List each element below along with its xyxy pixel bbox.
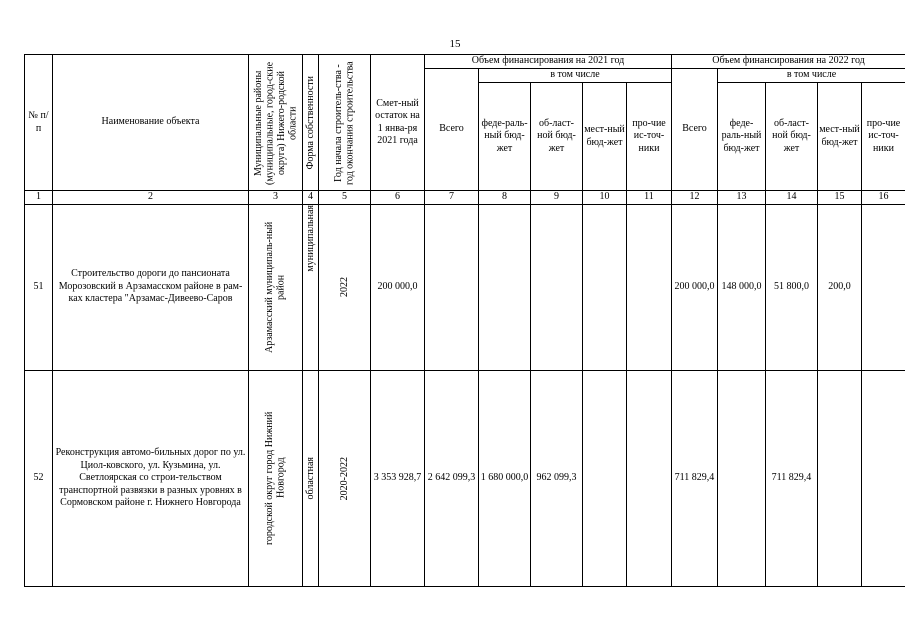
column-number: 9	[531, 191, 583, 205]
row-federal-2022: 148 000,0	[718, 204, 766, 370]
row-regional-2021: 962 099,3	[531, 370, 583, 587]
column-number: 2	[53, 191, 249, 205]
column-number: 13	[718, 191, 766, 205]
row-other-2021	[627, 204, 672, 370]
column-number: 4	[303, 191, 319, 205]
column-number: 5	[319, 191, 371, 205]
row-local-2022: 200,0	[818, 204, 862, 370]
header-years: Год начала строитель-ства - год окончания строительства	[319, 55, 371, 191]
header-fin-2022: Объем финансирования на 2022 год	[672, 55, 905, 69]
row-federal-2022	[718, 370, 766, 587]
column-number: 6	[371, 191, 425, 205]
row-regional-2021	[531, 204, 583, 370]
row-years: 2022	[319, 204, 371, 370]
page-number: 15	[449, 38, 461, 50]
column-number: 7	[425, 191, 479, 205]
row-local-2021	[583, 204, 627, 370]
header-other-2021: про-чие ис-точ-ники	[627, 83, 672, 191]
column-number: 3	[249, 191, 303, 205]
row-local-2022	[818, 370, 862, 587]
row-other-2022	[862, 370, 905, 587]
row-regional-2022: 51 800,0	[766, 204, 818, 370]
header-ownership: Форма собственности	[303, 55, 319, 191]
column-number: 10	[583, 191, 627, 205]
header-regional-2022: об-ласт-ной бюд-жет	[766, 83, 818, 191]
table-row	[25, 204, 905, 370]
row-ownership: областная	[303, 370, 319, 587]
row-district: городской округ город Нижний Новгород	[249, 370, 303, 587]
header-other-2022: про-чие ис-точ-ники	[862, 83, 905, 191]
column-number: 14	[766, 191, 818, 205]
row-total-2022: 200 000,0	[672, 204, 718, 370]
row-balance: 3 353 928,7	[371, 370, 425, 587]
header-total-2021: Всего	[425, 69, 479, 191]
header-federal-2021: феде-раль-ный бюд-жет	[479, 83, 531, 191]
header-name: Наименование объекта	[53, 55, 249, 191]
row-federal-2021: 1 680 000,0	[479, 370, 531, 587]
financing-table	[24, 54, 905, 587]
row-num: 51	[25, 204, 53, 370]
row-district: Арзамасский муниципаль-ный район	[249, 204, 303, 370]
row-total-2022: 711 829,4	[672, 370, 718, 587]
table-row	[25, 370, 905, 587]
row-name: Реконструкция автомо-бильных дорог по ул. Циол-ковского, ул. Кузьмина, ул. Светлоярская со строи-тельством транспортной развязки в разных уровнях в Сормовском районе г. Нижнего Новгорода	[53, 370, 249, 587]
header-fin-2021: Объем финансирования на 2021 год	[425, 55, 672, 69]
column-number: 8	[479, 191, 531, 205]
row-other-2022	[862, 204, 905, 370]
header-local-2022: мест-ный бюд-жет	[818, 83, 862, 191]
header-regional-2021: об-ласт-ной бюд-жет	[531, 83, 583, 191]
row-years: 2020-2022	[319, 370, 371, 587]
column-number: 15	[818, 191, 862, 205]
row-total-2021: 2 642 099,3	[425, 370, 479, 587]
header-including-2022: в том числе	[718, 69, 905, 83]
column-number-row	[25, 191, 905, 205]
column-number: 12	[672, 191, 718, 205]
header-including-2021: в том числе	[479, 69, 672, 83]
row-regional-2022: 711 829,4	[766, 370, 818, 587]
row-other-2021	[627, 370, 672, 587]
row-num: 52	[25, 370, 53, 587]
column-number: 11	[627, 191, 672, 205]
header-federal-2022: феде-раль-ный бюд-жет	[718, 83, 766, 191]
row-balance: 200 000,0	[371, 204, 425, 370]
header-balance: Смет-ный остаток на 1 янва-ря 2021 года	[371, 55, 425, 191]
header-num: № п/п	[25, 55, 53, 191]
row-ownership: муниципальная	[303, 204, 319, 370]
header-local-2021: мест-ный бюд-жет	[583, 83, 627, 191]
column-number: 1	[25, 191, 53, 205]
header-district: Муниципальные районы (муниципальные, город-ские округа) Нижего-родской области	[249, 55, 303, 191]
column-number: 16	[862, 191, 905, 205]
row-local-2021	[583, 370, 627, 587]
row-name: Строительство дороги до пансионата Морозовский в Арзамасском районе в рам-ках кластера "Арзамас-Дивеево-Саров	[53, 204, 249, 370]
row-total-2021	[425, 204, 479, 370]
header-total-2022: Всего	[672, 69, 718, 191]
row-federal-2021	[479, 204, 531, 370]
